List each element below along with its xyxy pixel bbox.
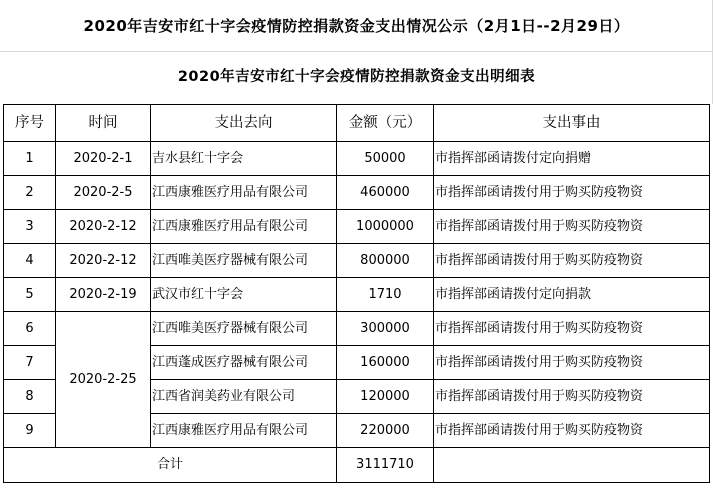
cell-destination[interactable]: 江西康雅医疗用品有限公司: [151, 210, 337, 244]
cell-reason[interactable]: 市指挥部函请拨付用于购买防疫物资: [434, 312, 710, 346]
cell-date-merged[interactable]: 2020-2-25: [56, 312, 151, 448]
cell-no[interactable]: 6: [4, 312, 56, 346]
cell-date[interactable]: 2020-2-19: [56, 278, 151, 312]
cell-date[interactable]: 2020-2-12: [56, 244, 151, 278]
total-amount[interactable]: 3111710: [337, 448, 434, 483]
header-cell-amount[interactable]: 金额（元）: [337, 105, 434, 142]
cell-amount[interactable]: 160000: [337, 346, 434, 380]
cell-reason[interactable]: 市指挥部函请拨付用于购买防疫物资: [434, 210, 710, 244]
table-row: [4, 244, 710, 278]
table-row: [4, 176, 710, 210]
table-row: [4, 142, 710, 176]
cell-no[interactable]: 1: [4, 142, 56, 176]
cell-amount[interactable]: 800000: [337, 244, 434, 278]
header-cell-reason[interactable]: 支出事由: [434, 105, 710, 142]
cell-no[interactable]: 5: [4, 278, 56, 312]
table-header-row: [4, 105, 710, 142]
table-row: [4, 312, 710, 346]
cell-no[interactable]: 9: [4, 414, 56, 448]
cell-destination[interactable]: 江西蓬成医疗器械有限公司: [151, 346, 337, 380]
cell-destination[interactable]: 武汉市红十字会: [151, 278, 337, 312]
cell-destination[interactable]: 江西康雅医疗用品有限公司: [151, 176, 337, 210]
cell-date[interactable]: 2020-2-12: [56, 210, 151, 244]
cell-no[interactable]: 8: [4, 380, 56, 414]
total-reason[interactable]: [434, 448, 710, 483]
cell-date[interactable]: 2020-2-5: [56, 176, 151, 210]
cell-reason[interactable]: 市指挥部函请拨付定向捐赠: [434, 142, 710, 176]
table-title[interactable]: 2020年吉安市红十字会疫情防控捐款资金支出明细表: [177, 69, 536, 85]
cell-destination[interactable]: 江西唯美医疗器械有限公司: [151, 312, 337, 346]
header-cell-no[interactable]: 序号: [4, 105, 56, 142]
expense-table: [3, 104, 710, 483]
cell-destination[interactable]: 江西康雅医疗用品有限公司: [151, 414, 337, 448]
table-row: [4, 278, 710, 312]
cell-reason[interactable]: 市指挥部函请拨付用于购买防疫物资: [434, 414, 710, 448]
table-row: [4, 210, 710, 244]
cell-no[interactable]: 4: [4, 244, 56, 278]
cell-no[interactable]: 3: [4, 210, 56, 244]
total-row: [4, 448, 710, 483]
header-cell-destination[interactable]: 支出去向: [151, 105, 337, 142]
cell-no[interactable]: 7: [4, 346, 56, 380]
cell-amount[interactable]: 1000000: [337, 210, 434, 244]
cell-destination[interactable]: 吉水县红十字会: [151, 142, 337, 176]
header-cell-date[interactable]: 时间: [56, 105, 151, 142]
cell-reason[interactable]: 市指挥部函请拨付用于购买防疫物资: [434, 244, 710, 278]
cell-amount[interactable]: 50000: [337, 142, 434, 176]
cell-amount[interactable]: 120000: [337, 380, 434, 414]
cell-reason[interactable]: 市指挥部函请拨付用于购买防疫物资: [434, 176, 710, 210]
total-label[interactable]: 合计: [4, 448, 337, 483]
page-title[interactable]: 2020年吉安市红十字会疫情防控捐款资金支出情况公示（2月1日--2月29日）: [83, 17, 630, 35]
cell-amount[interactable]: 300000: [337, 312, 434, 346]
cell-reason[interactable]: 市指挥部函请拨付定向捐款: [434, 278, 710, 312]
cell-destination[interactable]: 江西省润美药业有限公司: [151, 380, 337, 414]
cell-amount[interactable]: 220000: [337, 414, 434, 448]
cell-no[interactable]: 2: [4, 176, 56, 210]
cell-amount[interactable]: 460000: [337, 176, 434, 210]
cell-destination[interactable]: 江西唯美医疗器械有限公司: [151, 244, 337, 278]
cell-date[interactable]: 2020-2-1: [56, 142, 151, 176]
cell-reason[interactable]: 市指挥部函请拨付用于购买防疫物资: [434, 346, 710, 380]
cell-amount[interactable]: 1710: [337, 278, 434, 312]
cell-reason[interactable]: 市指挥部函请拨付用于购买防疫物资: [434, 380, 710, 414]
